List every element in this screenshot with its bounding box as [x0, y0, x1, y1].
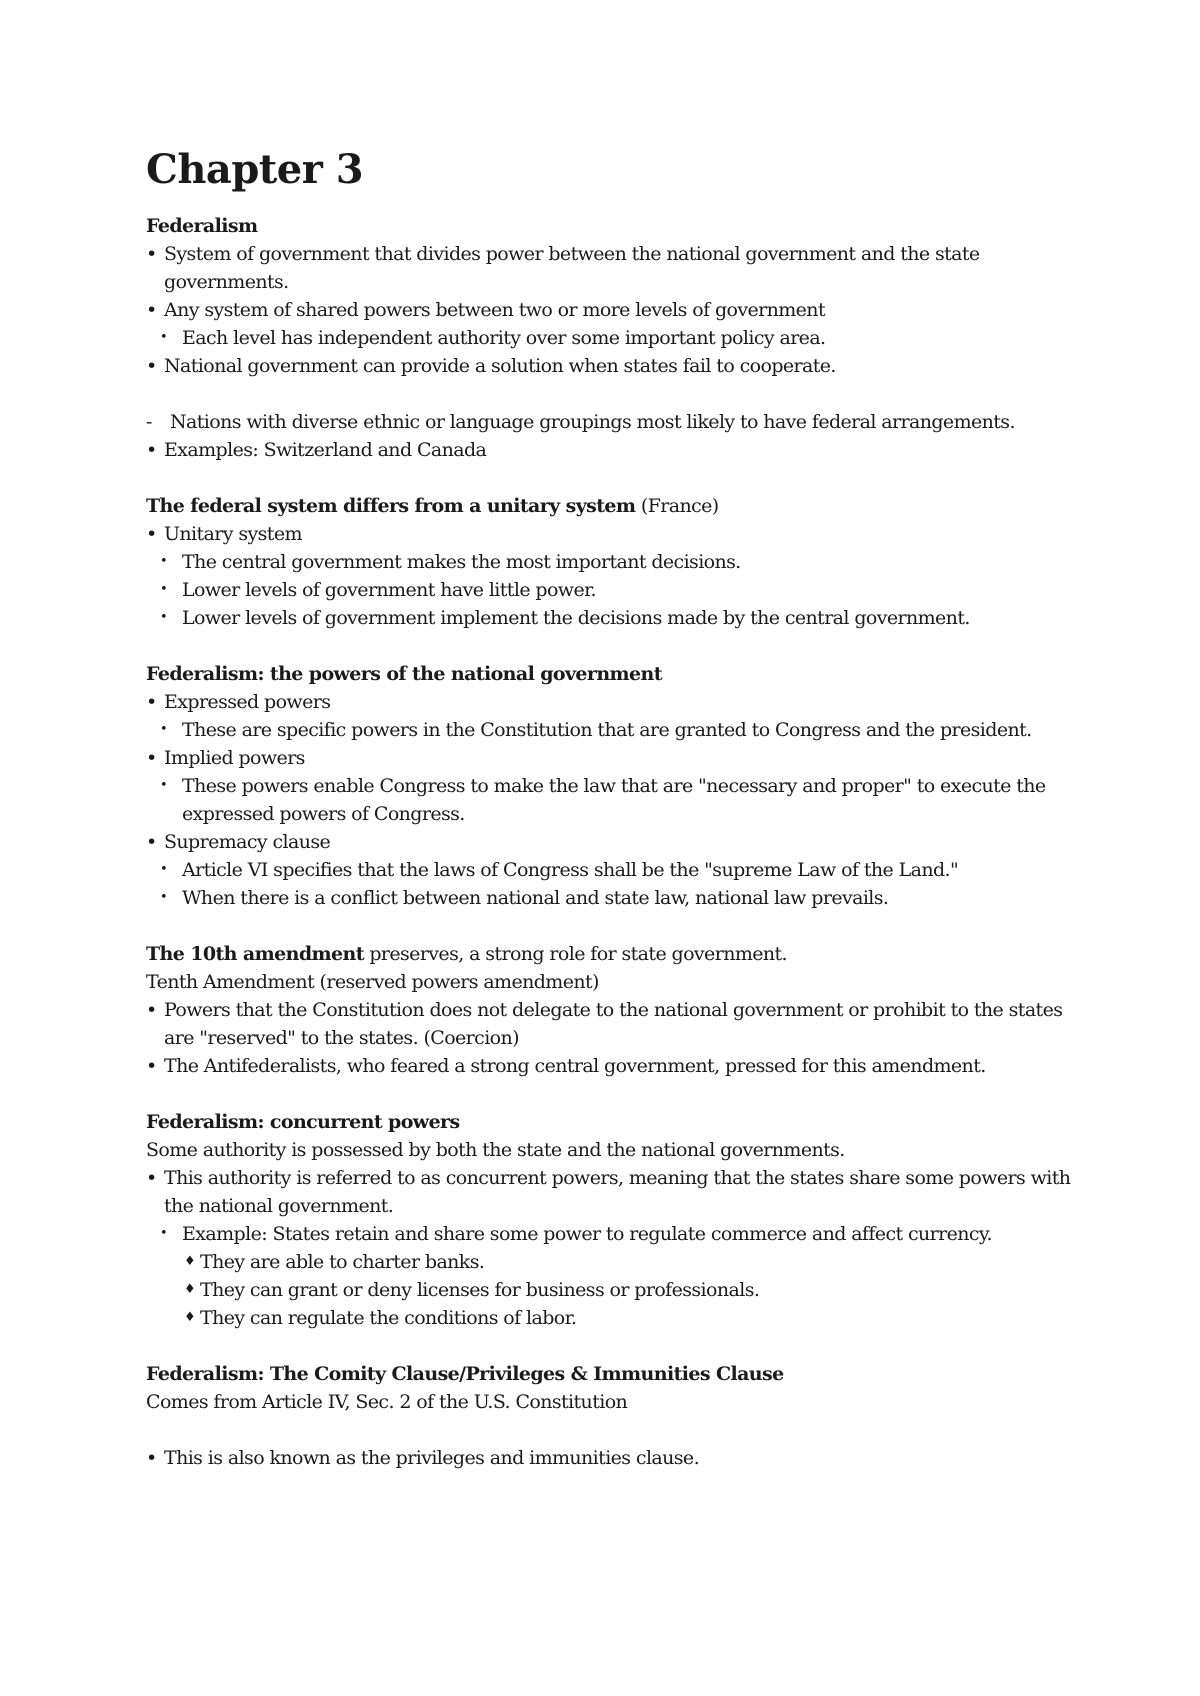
list-item: ♦ They can regulate the conditions of labor.: [146, 1304, 1096, 1332]
list-item: • National government can provide a solution when states fail to cooperate.: [146, 352, 1096, 380]
bullet-icon: •: [146, 355, 157, 377]
section-heading: Federalism: the powers of the national government: [146, 663, 662, 685]
list-item: • Example: States retain and share some power to regulate commerce and affect currency.: [146, 1220, 1096, 1248]
section-unitary-system: [146, 492, 1096, 632]
list-item: • Expressed powers: [146, 688, 1096, 716]
list-item: • These are specific powers in the Constitution that are granted to Congress and the president.: [146, 716, 1096, 744]
diamond-bullet-icon: ♦: [184, 1282, 196, 1297]
bullet-icon: •: [146, 1167, 157, 1189]
bullet-icon: •: [146, 1447, 157, 1469]
list-item: • Each level has independent authority over some important policy area.: [146, 324, 1096, 352]
bullet-icon: •: [160, 890, 168, 905]
spacer: [146, 380, 1096, 408]
dash-icon: -: [146, 411, 152, 433]
section-concurrent-powers: [146, 1108, 1096, 1332]
list-item: • This authority is referred to as concurrent powers, meaning that the states share some powers with the national government.: [146, 1164, 1096, 1220]
list-item: • Powers that the Constitution does not delegate to the national government or prohibit to the states are "reserved" to the states. (Coercion): [146, 996, 1096, 1052]
bullet-icon: •: [146, 691, 157, 713]
diamond-bullet-icon: ♦: [184, 1310, 196, 1325]
bullet-icon: •: [146, 747, 157, 769]
bullet-icon: •: [146, 1055, 157, 1077]
list-item: • Supremacy clause: [146, 828, 1096, 856]
section-heading: The federal system differs from a unitary system (France): [146, 495, 719, 517]
bullet-icon: •: [146, 439, 157, 461]
section-subline: Tenth Amendment (reserved powers amendment): [146, 971, 599, 993]
section-tenth-amendment: [146, 940, 1096, 1080]
list-item: • Article VI specifies that the laws of Congress shall be the "supreme Law of the Land.": [146, 856, 1096, 884]
bullet-icon: •: [146, 999, 157, 1021]
section-subline: Some authority is possessed by both the state and the national governments.: [146, 1139, 845, 1161]
list-item: • The central government makes the most important decisions.: [146, 548, 1096, 576]
section-federalism: [146, 212, 1096, 464]
list-item: • Unitary system: [146, 520, 1096, 548]
list-item: ♦ They can grant or deny licenses for business or professionals.: [146, 1276, 1096, 1304]
section-heading: The 10th amendment preserves, a strong role for state government.: [146, 943, 787, 965]
section-heading: Federalism: The Comity Clause/Privileges & Immunities Clause: [146, 1363, 784, 1385]
document-content: [146, 146, 1096, 1500]
list-item: • Lower levels of government have little power.: [146, 576, 1096, 604]
list-item: ♦ They are able to charter banks.: [146, 1248, 1096, 1276]
section-subline: Comes from Article IV, Sec. 2 of the U.S. Constitution: [146, 1391, 628, 1413]
list-item: • The Antifederalists, who feared a strong central government, pressed for this amendment.: [146, 1052, 1096, 1080]
bullet-icon: •: [160, 1226, 168, 1241]
page-title: Chapter 3: [146, 146, 364, 193]
list-item: - Nations with diverse ethnic or language groupings most likely to have federal arrangements.: [146, 408, 1096, 436]
bullet-icon: •: [146, 523, 157, 545]
list-item: • This is also known as the privileges and immunities clause.: [146, 1444, 1096, 1472]
list-item: • Any system of shared powers between two or more levels of government: [146, 296, 1096, 324]
list-item: • Examples: Switzerland and Canada: [146, 436, 1096, 464]
spacer: [146, 1416, 1096, 1444]
list-item: • Implied powers: [146, 744, 1096, 772]
bullet-icon: •: [160, 330, 168, 345]
list-item: • System of government that divides power between the national government and the state governments.: [146, 240, 1096, 296]
section-heading: Federalism: concurrent powers: [146, 1111, 460, 1133]
bullet-icon: •: [160, 778, 168, 793]
bullet-icon: •: [146, 299, 157, 321]
list-item: • When there is a conflict between national and state law, national law prevails.: [146, 884, 1096, 912]
section-comity-clause: [146, 1360, 1096, 1472]
bullet-icon: •: [146, 243, 157, 265]
bullet-icon: •: [160, 610, 168, 625]
bullet-icon: •: [160, 862, 168, 877]
list-item: • Lower levels of government implement the decisions made by the central government.: [146, 604, 1096, 632]
bullet-icon: •: [146, 831, 157, 853]
diamond-bullet-icon: ♦: [184, 1254, 196, 1269]
bullet-icon: •: [160, 722, 168, 737]
bullet-icon: •: [160, 554, 168, 569]
section-heading: Federalism: [146, 215, 258, 237]
bullet-icon: •: [160, 582, 168, 597]
list-item: • These powers enable Congress to make the law that are "necessary and proper" to execute the expressed powers of Congress.: [146, 772, 1096, 828]
section-national-powers: [146, 660, 1096, 912]
